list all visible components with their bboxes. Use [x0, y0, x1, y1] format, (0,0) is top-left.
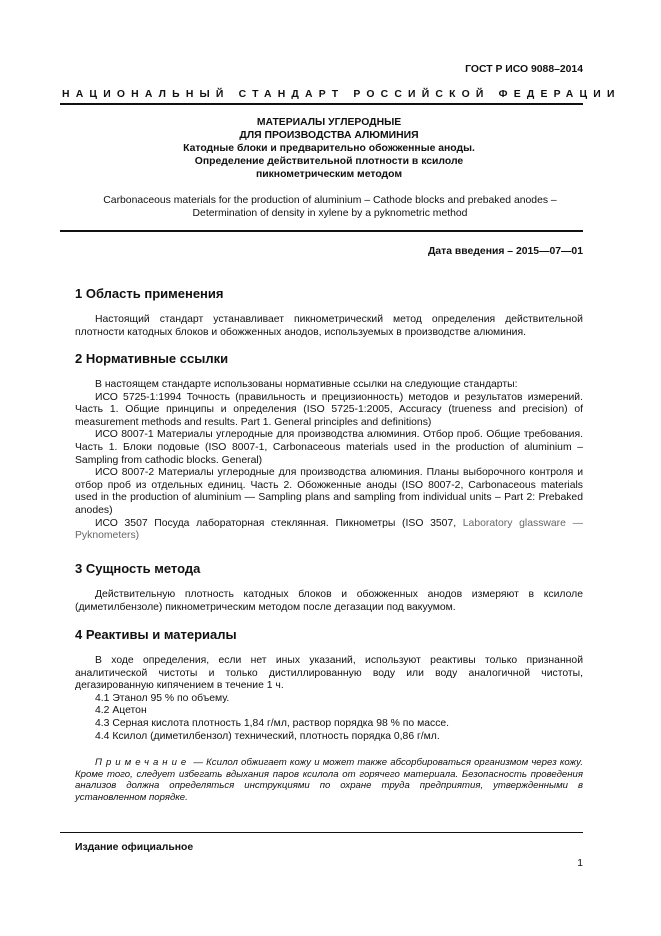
list-item: 4.3 Серная кислота плотность 1,84 г/мл, раствор порядка 98 % по массе. [95, 717, 450, 729]
note-text: — Ксилол обжигает кожу и может также абсорбироваться организмом через кожу. Кроме того, следует избегать вдыхания паров ксилола от горячего материала. Безопасность проведения анализов должна определяться инструкциями по охране труда предприятия, утвержденными в установленном порядке. [75, 757, 583, 803]
official-edition-label: Издание официальное [75, 842, 194, 853]
title-en [60, 194, 600, 220]
section-body [75, 314, 583, 339]
list-item: 4.2 Ацетон [95, 705, 147, 717]
list-item: 4.4 Ксилол (диметилбензол) технический, плотность порядка 0,86 г/мл. [95, 730, 440, 742]
reference-item: ИСО 8007-1 Материалы углеродные для производства алюминия. Отбор проб. Общие требования. Часть 1. Блоки подовые (ISO 8007-1, Carbonaceous materials used in the production of aluminium – Sampling from cathodic blocks. General) [75, 429, 583, 466]
section-body [75, 655, 583, 743]
reference-text-gray: Laboratory glassware — Pyknometers) [75, 517, 583, 542]
footer-rule [60, 832, 583, 833]
section-body [75, 379, 583, 543]
document-code: ГОСТ Р ИСО 9088–2014 [465, 64, 583, 75]
title-line: Катодные блоки и предварительно обожженные аноды. [183, 143, 475, 154]
section-heading: 3 Сущность метода [75, 561, 201, 576]
section-heading: 4 Реактивы и материалы [75, 627, 237, 642]
header-rule [60, 103, 583, 105]
section-heading: 1 Область применения [75, 286, 224, 301]
paragraph: В ходе определения, если нет иных указаний, используют реактивы только признанной аналитической чистоты и только дистиллированную воду или воду аналогичной чистоты, дегазированную кипячением в течение 1 ч. [75, 655, 583, 692]
reference-item [75, 518, 583, 543]
section-body [75, 589, 583, 614]
title-rule [60, 230, 583, 232]
note [75, 757, 583, 803]
title-en-line: Determination of density in xylene by a pyknometric method [192, 208, 468, 219]
note-label: Примечание [95, 757, 191, 768]
section-heading: 2 Нормативные ссылки [75, 351, 229, 366]
list-item: 4.1 Этанол 95 % по объему. [95, 692, 230, 704]
reference-item: ИСО 8007-2 Материалы углеродные для производства алюминия. Планы выборочного контроля и отбор проб из отдельных единиц. Часть 2. Обожженные аноды (ISO 8007-2, Carbonaceous materials used in the production of aluminium — Sampling plans and sampling from individual units – Part 2: Prebaked anodes) [75, 467, 583, 516]
title-line: ДЛЯ ПРОИЗВОДСТВА АЛЮМИНИЯ [239, 130, 419, 141]
reference-text: ИСО 3507 Посуда лабораторная стеклянная. Пикнометры (ISO 3507, [95, 517, 463, 529]
paragraph: Настоящий стандарт устанавливает пикнометрический метод определения действительной плотности катодных блоков и обожженных анодов, используемых в производстве алюминия. [75, 314, 583, 338]
title-line: Определение действительной плотности в ксилоле [194, 156, 464, 167]
reference-item: ИСО 5725-1:1994 Точность (правильность и прецизионность) методов и результатов измерений. Часть 1. Общие принципы и определения (ISO 5725-1:2005, Accuracy (trueness and precision) of measurement methods and results. Part 1. General principles and definitions) [75, 391, 583, 428]
title-en-line: Carbonaceous materials for the production of aluminium – Cathode blocks and prebaked anodes – [103, 195, 557, 206]
national-standard-banner: НАЦИОНАЛЬНЫЙ СТАНДАРТ РОССИЙСКОЙ ФЕДЕРАЦИИ [62, 89, 621, 100]
title-ru [75, 116, 583, 181]
title-line: МАТЕРИАЛЫ УГЛЕРОДНЫЕ [256, 117, 402, 128]
introduction-date: Дата введения – 2015—07—01 [427, 246, 583, 257]
paragraph: Действительную плотность катодных блоков и обожженных анодов измеряют в ксилоле (диметилбензоле) пикнометрическим методом после дегазации под вакуумом. [75, 589, 583, 613]
paragraph: В настоящем стандарте использованы нормативные ссылки на следующие стандарты: [95, 379, 518, 390]
title-line: пикнометрическим методом [255, 169, 403, 180]
page-number: 1 [577, 858, 583, 869]
